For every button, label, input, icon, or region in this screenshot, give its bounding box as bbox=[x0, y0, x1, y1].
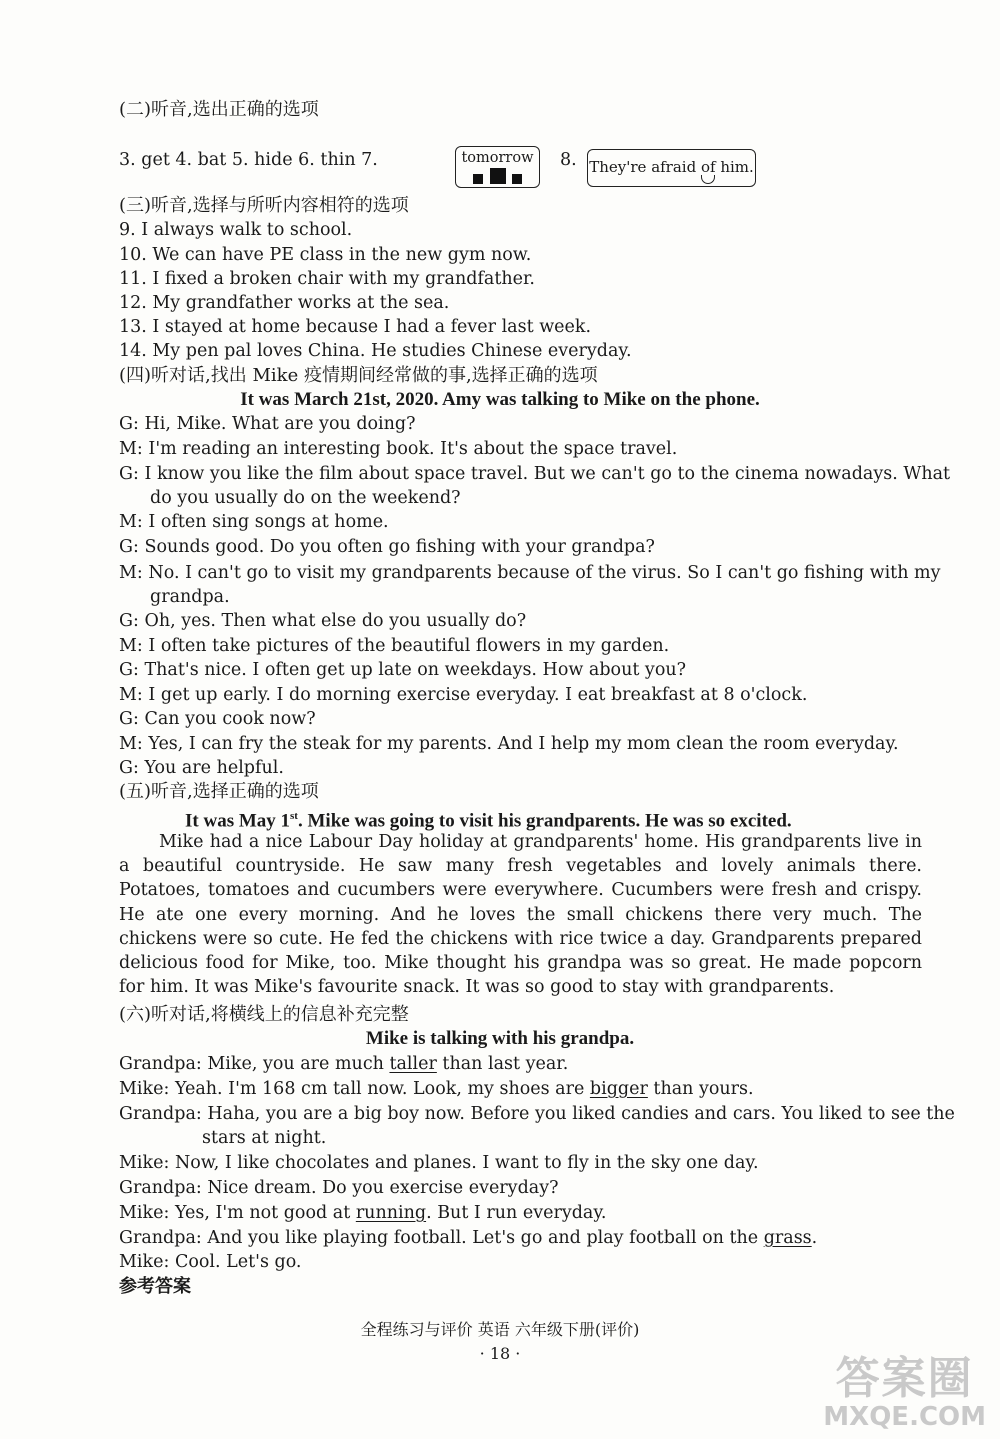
dialogue-line-cont: stars at night. bbox=[202, 1128, 327, 1148]
list-item: 13. I stayed at home because I had a fever last week. bbox=[119, 317, 592, 337]
dialogue-line: G: Can you cook now? bbox=[119, 709, 316, 729]
option-8-number: 8. bbox=[560, 150, 577, 170]
watermark-url: MXQE.COM bbox=[823, 1402, 986, 1432]
dialogue-line: G: Sounds good. Do you often go fishing with your grandpa? bbox=[119, 537, 655, 557]
dialogue-line: Mike: Cool. Let's go. bbox=[119, 1252, 302, 1272]
section-6-title: (六)听对话,将横线上的信息补充完整 bbox=[119, 1004, 409, 1025]
answer-blank: grass bbox=[763, 1228, 812, 1248]
dialogue-line-cont: do you usually do on the weekend? bbox=[150, 488, 461, 508]
list-item: 9. I always walk to school. bbox=[119, 220, 353, 240]
section-5-title: (五)听音,选择正确的选项 bbox=[119, 781, 319, 802]
dialogue-line: Grandpa: Mike, you are much taller than last year. bbox=[119, 1054, 569, 1074]
section-6-heading: Mike is talking with his grandpa. bbox=[365, 1028, 635, 1049]
stress-squares-icon bbox=[456, 168, 539, 184]
dialogue-line: M: I'm reading an interesting book. It's about the space travel. bbox=[119, 439, 678, 459]
section-5-heading: It was May 1st. Mike was going to visit his grandparents. He was so excited. bbox=[185, 810, 792, 832]
answer-blank: running bbox=[355, 1203, 427, 1223]
dialogue-line: M: Yes, I can fry the steak for my parents. And I help my mom clean the room everyday. bbox=[119, 734, 899, 754]
dialogue-line: G: Hi, Mike. What are you doing? bbox=[119, 414, 416, 434]
dialogue-line: G: I know you like the film about space travel. But we can't go to the cinema nowadays. What bbox=[119, 464, 951, 484]
dialogue-line: M: No. I can't go to visit my grandparents because of the virus. So I can't go fishing with my bbox=[119, 563, 941, 583]
tomorrow-option-box bbox=[455, 146, 540, 188]
dialogue-line: M: I often sing songs at home. bbox=[119, 512, 389, 532]
section-2-title: (二)听音,选出正确的选项 bbox=[119, 99, 319, 120]
dialogue-line: Mike: Now, I like chocolates and planes. I want to fly in the sky one day. bbox=[119, 1153, 759, 1173]
dialogue-line: G: Oh, yes. Then what else do you usually do? bbox=[119, 611, 527, 631]
watermark-logo bbox=[823, 1355, 986, 1431]
list-item: 11. I fixed a broken chair with my grandfather. bbox=[119, 269, 535, 289]
answer-blank: taller bbox=[389, 1054, 437, 1074]
dialogue-line: Grandpa: Nice dream. Do you exercise everyday? bbox=[119, 1178, 559, 1198]
list-item: 10. We can have PE class in the new gym now. bbox=[119, 245, 532, 265]
page-number: · 18 · bbox=[479, 1344, 521, 1363]
tomorrow-label: tomorrow bbox=[461, 150, 534, 166]
list-item: 14. My pen pal loves China. He studies Chinese everyday. bbox=[119, 341, 632, 361]
dialogue-line: Grandpa: And you like playing football. Let's go and play football on the grass. bbox=[119, 1228, 818, 1248]
watermark-text: 答案圈 bbox=[835, 1353, 974, 1404]
answers-label: 参考答案 bbox=[119, 1276, 191, 1297]
dialogue-line: Grandpa: Haha, you are a big boy now. Before you liked candies and cars. You liked to see the bbox=[119, 1104, 955, 1124]
dialogue-line: Mike: Yeah. I'm 168 cm tall now. Look, my shoes are bigger than yours. bbox=[119, 1079, 754, 1099]
dialogue-line: Mike: Yes, I'm not good at running. But I run everyday. bbox=[119, 1203, 607, 1223]
dialogue-line: G: That's nice. I often get up late on weekdays. How about you? bbox=[119, 660, 687, 680]
section-3-title: (三)听音,选择与所听内容相符的选项 bbox=[119, 195, 409, 216]
answer-blank: bigger bbox=[589, 1079, 648, 1099]
dialogue-line: M: I often take pictures of the beautiful flowers in my garden. bbox=[119, 636, 670, 656]
section-5-passage: Mike had a nice Labour Day holiday at grandparents' home. His grandparents live in a beautiful countryside. He saw many fresh vegetables and lovely animals there. Potatoes, tomatoes and cucumbers were everywhere. Cucumbers were fresh and crispy. He ate one every morning. And he loves the small chickens there very much. The chickens were so cute. He fed the chickens with rice twice a day. Grandparents prepared delicious food for Mike, too. Mike thought his grandpa was so great. He made popcorn for him. It was Mike's favourite snack. It was so good to stay with grandparents. bbox=[119, 832, 922, 998]
afraid-option-box bbox=[587, 149, 756, 187]
section-2-items: 3. get 4. bat 5. hide 6. thin 7. bbox=[119, 150, 378, 170]
dialogue-line-cont: grandpa. bbox=[150, 587, 230, 607]
section-4-heading: It was March 21st, 2020. Amy was talking to Mike on the phone. bbox=[240, 389, 760, 410]
section-4-title: (四)听对话,找出 Mike 疫情期间经常做的事,选择正确的选项 bbox=[119, 365, 598, 386]
footer-book-title: 全程练习与评价 英语 六年级下册(评价) bbox=[360, 1320, 640, 1339]
dialogue-line: G: You are helpful. bbox=[119, 758, 284, 778]
list-item: 12. My grandfather works at the sea. bbox=[119, 293, 450, 313]
dialogue-line: M: I get up early. I do morning exercise everyday. I eat breakfast at 8 o'clock. bbox=[119, 685, 808, 705]
afraid-sentence: They're afraid of him. bbox=[589, 158, 754, 176]
